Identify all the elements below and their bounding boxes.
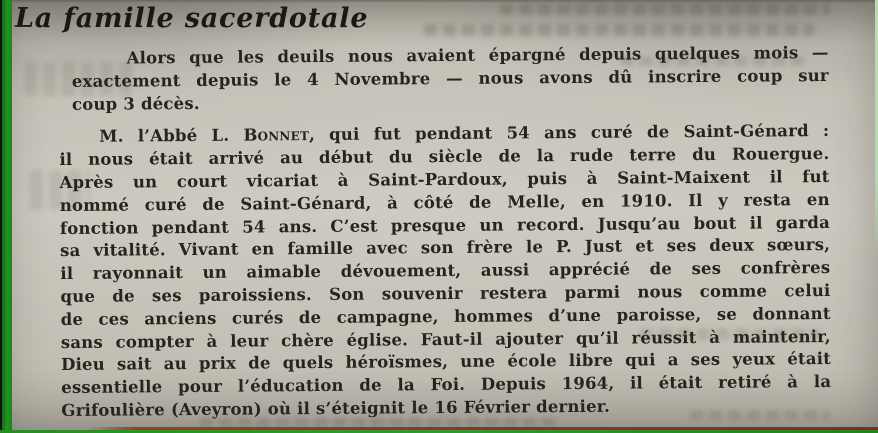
- person-name-smallcaps: Bonnet: [243, 125, 310, 145]
- text-line: coup 3 décès.: [71, 93, 200, 114]
- text-line: sa vitalité. Vivant en famille avec son frère le P. Just et ses deux sœurs,: [60, 235, 831, 261]
- text-line: il nous était arrivé au début du siècle de la rude terre du Rouergue.: [59, 144, 830, 170]
- text-line: fonction pendant 54 ans. C’est presque un record. Jusqu’au bout il garda: [59, 212, 831, 238]
- text-line: Après un court vicariat à Saint-Pardoux, puis à Saint-Maixent il fut: [59, 166, 830, 193]
- text-line: sans compter à leur chère église. Faut-il ajouter qu’il réussit à maintenir,: [60, 326, 831, 352]
- text-line: exactement depuis le 4 Novembre — nous avons dû inscrire coup sur: [71, 65, 829, 91]
- text-line: M. l’Abbé L. Bonnet, qui fut pendant 54 ans curé de Saint-Génard :: [99, 121, 830, 147]
- text-line: Alors que les deuils nous avaient épargné depuis quelques mois —: [126, 42, 829, 68]
- text-line: il rayonnait un aimable dévouement, aussi apprécié de ses confrères: [60, 258, 831, 284]
- bleed-through-text-ghost: [424, 24, 814, 36]
- paragraph: [59, 120, 831, 422]
- left-border-green: [2, 0, 12, 433]
- text-line: de ces anciens curés de campagne, hommes d’une paroisse, se donnant: [60, 303, 831, 329]
- text-line: que de ses paroissiens. Son souvenir restera parmi nous comme celui: [60, 280, 831, 306]
- text-line: Dieu sait au prix de quels héroïsmes, une école libre qui a ses yeux était: [60, 349, 832, 375]
- article-body: [59, 42, 832, 423]
- text-line: essentielle pour l’éducation de la Foi. Depuis 1964, il était retiré à la: [61, 372, 832, 398]
- bleed-through-text-ghost: [500, 4, 830, 15]
- text-line: nommé curé de Saint-Génard, à côté de Melle, en 1910. Il y resta en: [59, 189, 830, 215]
- article-title: La famille sacerdotale: [15, 3, 369, 34]
- paragraph: [72, 42, 830, 116]
- text-line: Grifoulière (Aveyron) où il s’éteignit le 16 Février dernier.: [61, 396, 611, 420]
